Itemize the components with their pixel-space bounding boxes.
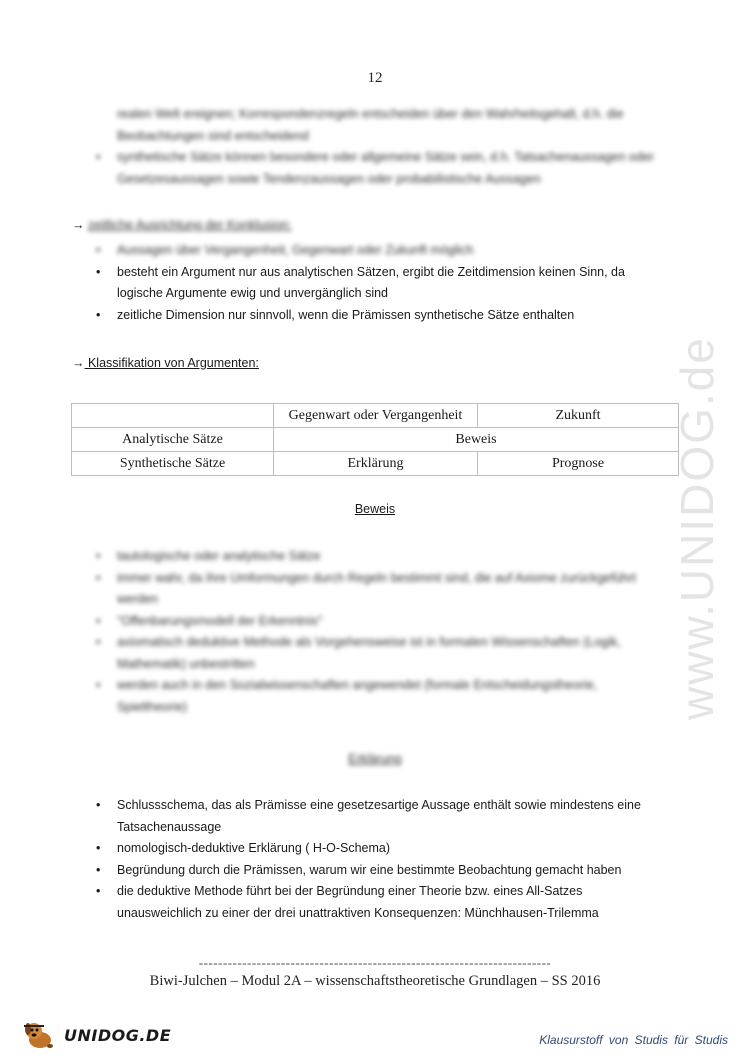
watermark-text: www.UNIDOG.de — [671, 336, 723, 720]
table-cell: Beweis — [274, 428, 679, 452]
section-heading-klassifikation — [72, 356, 259, 370]
bullet-list-beweis — [96, 546, 666, 718]
table-cell: Erklärung — [274, 452, 478, 476]
page-number: 12 — [367, 70, 383, 86]
section-heading-erklaerung: Erklärung — [348, 752, 402, 766]
section-heading-zeitliche — [72, 218, 292, 232]
list-item: • synthetische Sätze können besondere oder allgemeine Sätze sein, d.h. Tatsachenaussagen oder Gesetzesaussagen sowie Tendenzaussagen oder probabilistische Aussagen — [96, 147, 666, 190]
list-item: • Aussagen über Vergangenheit, Gegenwart oder Zukunft möglich — [96, 240, 666, 262]
unidog-logo — [22, 1020, 171, 1050]
table-cell — [72, 404, 274, 428]
list-item: • axiomatisch deduktive Methode als Vorgehensweise ist in formalen Wissenschaften (Logik, Mathematik) unbestritten — [96, 632, 666, 675]
section-heading-beweis: Beweis — [354, 502, 396, 516]
bullet-list-section2 — [96, 240, 666, 326]
footer-separator: ------------------------------------------------------------------------- — [198, 955, 552, 970]
table-cell: Prognose — [478, 452, 679, 476]
table-cell: Gegenwart oder Vergangenheit — [274, 404, 478, 428]
bullet-list-section1 — [96, 147, 666, 190]
heading-text: zeitliche Ausrichtung der Konklusion: — [87, 218, 292, 232]
classification-table — [71, 403, 679, 476]
table-row — [72, 404, 679, 428]
table-row — [72, 428, 679, 452]
list-item: • nomologisch-deduktive Erklärung ( H-O-Schema) — [96, 838, 666, 860]
table-row — [72, 452, 679, 476]
list-item: • tautologische oder analytische Sätze — [96, 546, 666, 568]
list-item: • immer wahr, da ihre Umformungen durch Regeln bestimmt sind, die auf Axiome zurückgeführt werden — [96, 568, 666, 611]
table-cell: Analytische Sätze — [72, 428, 274, 452]
arrow-icon: → — [72, 218, 85, 232]
heading-text: Klassifikation von Argumenten: — [84, 356, 259, 370]
list-item: • werden auch in den Sozialwissenschaften angewendet (formale Entscheidungstheorie, Spieltheorie) — [96, 675, 666, 718]
list-item: • "Offenbarungsmodell der Erkenntnis" — [96, 611, 666, 633]
list-item: • Schlussschema, das als Prämisse eine gesetzesartige Aussage enthält sowie mindestens eine Tatsachenaussage — [96, 795, 666, 838]
bullet-list-erklaerung — [96, 795, 666, 924]
arrow-icon: → — [72, 356, 85, 370]
tagline: Klausurstoff von Studis für Studis — [539, 1033, 728, 1047]
list-item: • die deduktive Methode führt bei der Begründung einer Theorie bzw. eines All-Satzes unausweichlich zu einer der drei unattraktiven Konsequenzen: Münchhausen-Trilemma — [96, 881, 666, 924]
list-item: • zeitliche Dimension nur sinnvoll, wenn die Prämissen synthetische Sätze enthalten — [96, 305, 666, 327]
list-item: • besteht ein Argument nur aus analytischen Sätzen, ergibt die Zeitdimension keinen Sinn, da logische Argumente ewig und unvergänglich sind — [96, 262, 666, 305]
list-item: • Begründung durch die Prämissen, warum wir eine bestimmte Beobachtung gemacht haben — [96, 860, 666, 882]
continuation-text: realen Welt ereignen; Korrespondenzregeln entscheiden über den Wahrheitsgehalt, d.h. die Beobachtungen sind entscheidend — [117, 107, 624, 143]
table-cell: Synthetische Sätze — [72, 452, 274, 476]
dog-icon — [22, 1020, 58, 1050]
footer-text: Biwi-Julchen – Modul 2A – wissenschaftstheoretische Grundlagen – SS 2016 — [149, 973, 601, 989]
table-cell: Zukunft — [478, 404, 679, 428]
logo-text: UNIDOG.DE — [64, 1025, 172, 1045]
